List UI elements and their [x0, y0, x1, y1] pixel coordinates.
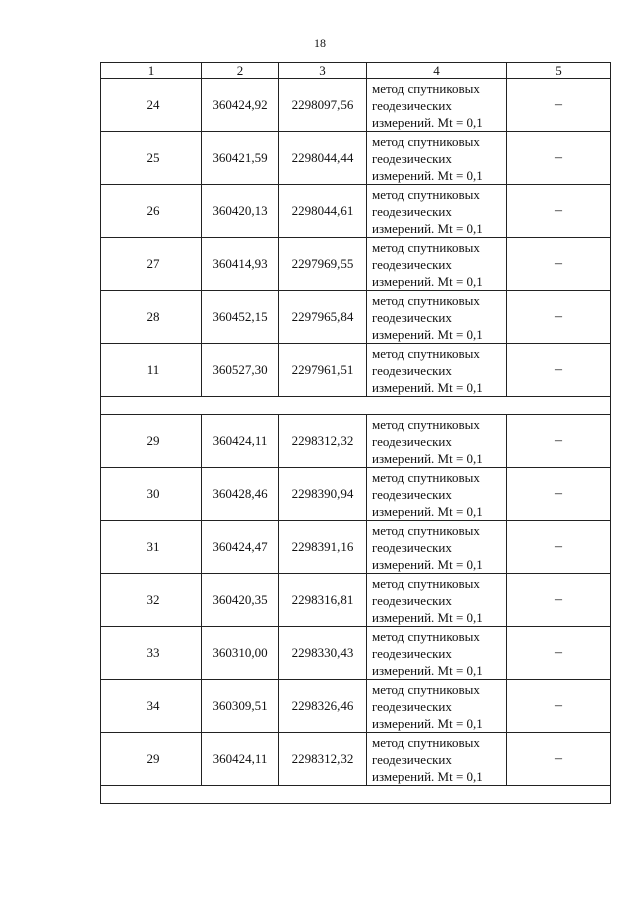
x-coordinate-cell: 360424,11 — [202, 415, 279, 468]
note-cell: – — [507, 574, 611, 627]
x-coordinate-cell: 360309,51 — [202, 680, 279, 733]
point-number-cell: 32 — [101, 574, 202, 627]
method-line: метод спутниковых — [372, 734, 480, 750]
method-line: измерений. Mt = 0,1 — [372, 715, 483, 731]
x-coordinate-cell: 360421,59 — [202, 132, 279, 185]
method-line: метод спутниковых — [372, 80, 480, 96]
method-line: метод спутниковых — [372, 345, 480, 361]
table-row — [101, 79, 611, 132]
table-row — [101, 238, 611, 291]
table-row — [101, 627, 611, 680]
method-line: метод спутниковых — [372, 186, 480, 202]
method-line: геодезических — [372, 203, 452, 219]
table-row — [101, 185, 611, 238]
method-line: геодезических — [372, 486, 452, 502]
x-coordinate-cell: 360414,93 — [202, 238, 279, 291]
note-cell: – — [507, 733, 611, 786]
note-cell: – — [507, 680, 611, 733]
table-row — [101, 574, 611, 627]
separator-row — [101, 397, 611, 415]
method-line: геодезических — [372, 309, 452, 325]
y-coordinate-cell: 2298312,32 — [279, 733, 367, 786]
method-cell — [367, 185, 507, 238]
separator-cell — [101, 786, 611, 804]
separator-row — [101, 786, 611, 804]
method-cell — [367, 627, 507, 680]
method-line: метод спутниковых — [372, 575, 480, 591]
method-line: метод спутниковых — [372, 416, 480, 432]
point-number-cell: 29 — [101, 415, 202, 468]
y-coordinate-cell: 2298097,56 — [279, 79, 367, 132]
column-header: 3 — [279, 63, 367, 79]
method-line: геодезических — [372, 256, 452, 272]
method-cell — [367, 291, 507, 344]
point-number-cell: 25 — [101, 132, 202, 185]
table-body — [101, 79, 611, 804]
point-number-cell: 28 — [101, 291, 202, 344]
method-cell — [367, 680, 507, 733]
x-coordinate-cell: 360452,15 — [202, 291, 279, 344]
x-coordinate-cell: 360428,46 — [202, 468, 279, 521]
y-coordinate-cell: 2298044,44 — [279, 132, 367, 185]
method-line: измерений. Mt = 0,1 — [372, 503, 483, 519]
method-line: метод спутниковых — [372, 469, 480, 485]
point-number-cell: 24 — [101, 79, 202, 132]
method-cell — [367, 238, 507, 291]
column-header: 1 — [101, 63, 202, 79]
method-line: измерений. Mt = 0,1 — [372, 662, 483, 678]
method-cell — [367, 468, 507, 521]
method-cell — [367, 521, 507, 574]
method-line: измерений. Mt = 0,1 — [372, 556, 483, 572]
x-coordinate-cell: 360527,30 — [202, 344, 279, 397]
coordinates-table — [100, 62, 611, 804]
method-line: метод спутниковых — [372, 133, 480, 149]
method-line: геодезических — [372, 592, 452, 608]
note-cell: – — [507, 238, 611, 291]
note-cell: – — [507, 132, 611, 185]
table-row — [101, 733, 611, 786]
method-line: метод спутниковых — [372, 628, 480, 644]
method-line: измерений. Mt = 0,1 — [372, 450, 483, 466]
method-line: измерений. Mt = 0,1 — [372, 273, 483, 289]
note-cell: – — [507, 521, 611, 574]
point-number-cell: 33 — [101, 627, 202, 680]
method-line: геодезических — [372, 645, 452, 661]
method-line: метод спутниковых — [372, 681, 480, 697]
y-coordinate-cell: 2298316,81 — [279, 574, 367, 627]
point-number-cell: 27 — [101, 238, 202, 291]
table-row — [101, 132, 611, 185]
y-coordinate-cell: 2298044,61 — [279, 185, 367, 238]
note-cell: – — [507, 185, 611, 238]
point-number-cell: 11 — [101, 344, 202, 397]
method-line: метод спутниковых — [372, 239, 480, 255]
point-number-cell: 34 — [101, 680, 202, 733]
y-coordinate-cell: 2298326,46 — [279, 680, 367, 733]
method-line: измерений. Mt = 0,1 — [372, 768, 483, 784]
method-line: метод спутниковых — [372, 292, 480, 308]
method-cell — [367, 733, 507, 786]
y-coordinate-cell: 2298390,94 — [279, 468, 367, 521]
method-cell — [367, 574, 507, 627]
point-number-cell: 29 — [101, 733, 202, 786]
point-number-cell: 30 — [101, 468, 202, 521]
method-cell — [367, 415, 507, 468]
column-header: 5 — [507, 63, 611, 79]
point-number-cell: 26 — [101, 185, 202, 238]
x-coordinate-cell: 360424,11 — [202, 733, 279, 786]
method-line: измерений. Mt = 0,1 — [372, 114, 483, 130]
y-coordinate-cell: 2297969,55 — [279, 238, 367, 291]
table-row — [101, 415, 611, 468]
note-cell: – — [507, 79, 611, 132]
method-line: геодезических — [372, 97, 452, 113]
method-line: метод спутниковых — [372, 522, 480, 538]
separator-cell — [101, 397, 611, 415]
x-coordinate-cell: 360420,35 — [202, 574, 279, 627]
method-line: геодезических — [372, 362, 452, 378]
table-row — [101, 344, 611, 397]
method-line: геодезических — [372, 751, 452, 767]
note-cell: – — [507, 344, 611, 397]
method-line: измерений. Mt = 0,1 — [372, 167, 483, 183]
table-row — [101, 680, 611, 733]
y-coordinate-cell: 2298391,16 — [279, 521, 367, 574]
method-line: измерений. Mt = 0,1 — [372, 379, 483, 395]
note-cell: – — [507, 415, 611, 468]
x-coordinate-cell: 360310,00 — [202, 627, 279, 680]
column-header: 2 — [202, 63, 279, 79]
table-header-row — [101, 63, 611, 79]
page-number: 18 — [314, 36, 326, 50]
note-cell: – — [507, 468, 611, 521]
y-coordinate-cell: 2298330,43 — [279, 627, 367, 680]
y-coordinate-cell: 2297965,84 — [279, 291, 367, 344]
y-coordinate-cell: 2297961,51 — [279, 344, 367, 397]
x-coordinate-cell: 360424,47 — [202, 521, 279, 574]
x-coordinate-cell: 360420,13 — [202, 185, 279, 238]
method-line: геодезических — [372, 150, 452, 166]
method-cell — [367, 132, 507, 185]
method-line: измерений. Mt = 0,1 — [372, 609, 483, 625]
column-header: 4 — [367, 63, 507, 79]
table-row — [101, 521, 611, 574]
method-line: измерений. Mt = 0,1 — [372, 326, 483, 342]
point-number-cell: 31 — [101, 521, 202, 574]
x-coordinate-cell: 360424,92 — [202, 79, 279, 132]
note-cell: – — [507, 627, 611, 680]
method-cell — [367, 344, 507, 397]
method-cell — [367, 79, 507, 132]
method-line: измерений. Mt = 0,1 — [372, 220, 483, 236]
y-coordinate-cell: 2298312,32 — [279, 415, 367, 468]
table-row — [101, 291, 611, 344]
table-row — [101, 468, 611, 521]
method-line: геодезических — [372, 433, 452, 449]
note-cell: – — [507, 291, 611, 344]
method-line: геодезических — [372, 539, 452, 555]
method-line: геодезических — [372, 698, 452, 714]
